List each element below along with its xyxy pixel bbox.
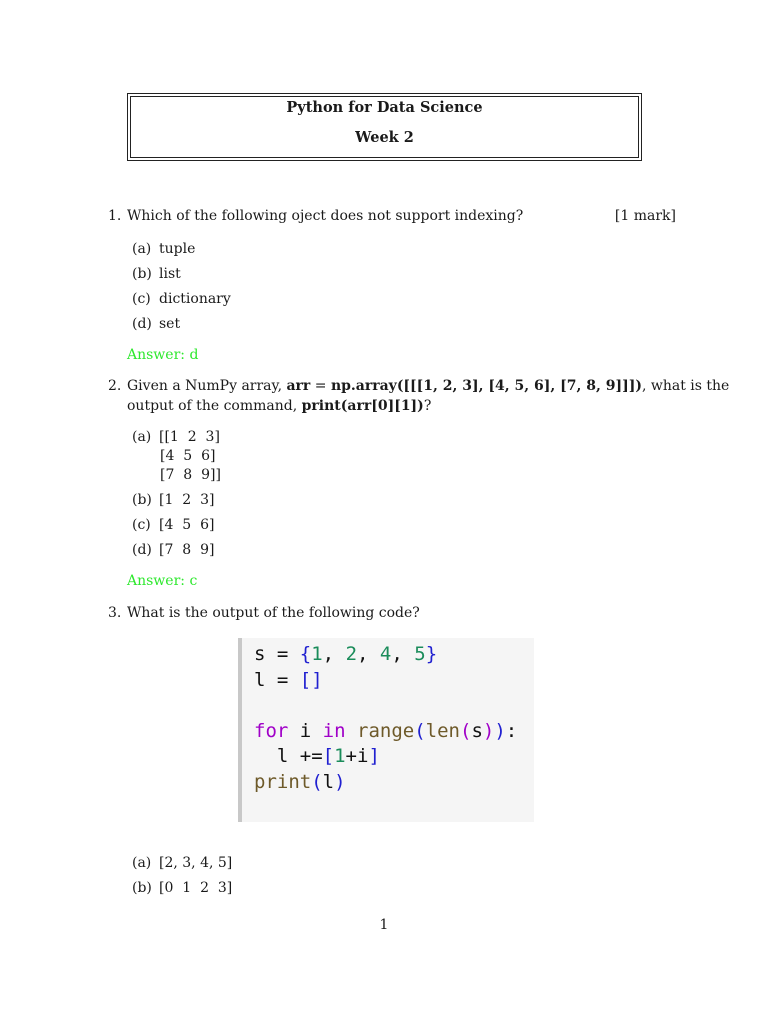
code-line: print(l) (254, 770, 346, 793)
q1-option-d-text: set (159, 316, 181, 332)
q2-option-a-row-2: [4 5 6] (160, 448, 216, 464)
q2-option-a-row-3: [7 8 9]] (160, 467, 221, 483)
question-2-line-1 (127, 378, 729, 394)
code-block (238, 638, 534, 822)
q3-option-a-label: (a) (132, 855, 152, 871)
question-1-answer: Answer: d (127, 347, 199, 363)
q2-text-pre: Given a NumPy array, (127, 378, 287, 394)
q3-option-b-label: (b) (132, 880, 152, 896)
q2-option-c-text: [4 5 6] (159, 517, 215, 533)
q1-option-c-label: (c) (132, 291, 151, 307)
q2-option-c-label: (c) (132, 517, 151, 533)
q2-nparray: np.array (330, 378, 397, 394)
q2-line2-pre: output of the command, (127, 398, 302, 414)
question-1-text: Which of the following oject does not support indexing? (127, 208, 524, 224)
q1-option-b-text: list (159, 266, 181, 282)
code-line: l +=[1+i] (254, 745, 380, 767)
title-box (127, 93, 642, 161)
code-line: for i in range(len(s)): (254, 719, 518, 742)
q2-option-a-label: (a) (132, 429, 152, 445)
question-2-line-2 (127, 398, 431, 414)
q2-option-b-label: (b) (132, 492, 152, 508)
q2-array-value: ([[[1, 2, 3], [4, 5, 6], [7, 8, 9]]]) (396, 378, 642, 394)
q3-option-b-text: [0 1 2 3] (159, 880, 233, 896)
q2-arr-var: arr (286, 378, 311, 394)
q2-option-a-row-1: [[1 2 3] (159, 429, 220, 445)
q1-option-d-label: (d) (132, 316, 152, 332)
question-3-number: 3. (108, 605, 122, 621)
code-line: l = [] (254, 668, 323, 691)
question-1-marks: [1 mark] (614, 208, 676, 224)
document-subtitle: Week 2 (355, 129, 414, 146)
code-line (254, 693, 517, 719)
question-1-number: 1. (108, 208, 122, 224)
q2-line2-post: ? (423, 398, 432, 414)
question-2-answer: Answer: c (127, 573, 198, 589)
document-title: Python for Data Science (286, 99, 483, 116)
q1-option-a-label: (a) (132, 241, 152, 257)
q2-print-command: print(arr[0][1]) (301, 398, 424, 414)
q2-equals: = (310, 378, 331, 394)
q2-option-d-text: [7 8 9] (159, 542, 215, 558)
question-2-number: 2. (108, 378, 122, 394)
q2-option-d-label: (d) (132, 542, 152, 558)
page-number: 1 (379, 917, 389, 933)
q3-option-a-text: [2, 3, 4, 5] (159, 855, 233, 871)
question-3-text: What is the output of the following code? (127, 605, 420, 621)
title-box-inner (130, 96, 639, 158)
q2-text-mid: , what is the (641, 378, 730, 394)
q2-option-b-text: [1 2 3] (159, 492, 215, 508)
code-line: s = {1, 2, 4, 5} (254, 643, 438, 665)
q1-option-a-text: tuple (159, 241, 196, 257)
q1-option-c-text: dictionary (159, 291, 231, 307)
code-listing (254, 642, 517, 795)
q1-option-b-label: (b) (132, 266, 152, 282)
